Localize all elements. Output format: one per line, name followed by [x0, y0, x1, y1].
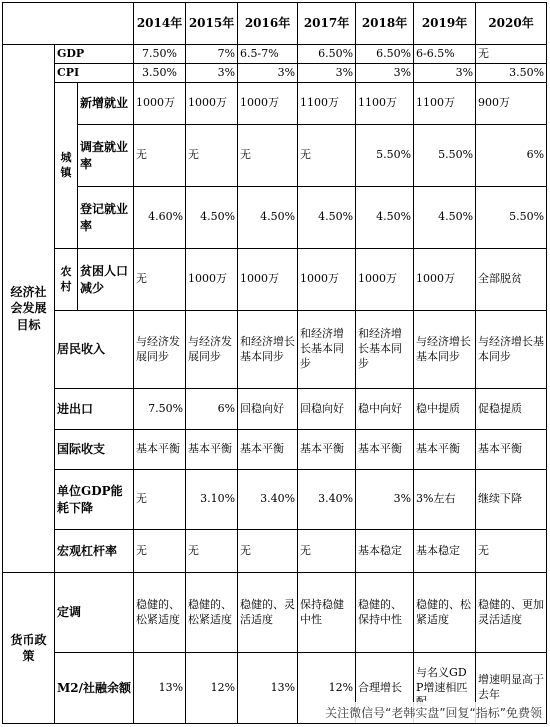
row-tone	[3, 573, 547, 653]
table-cell: 4.50%	[298, 187, 356, 249]
table-cell: 增速明显高于去年	[476, 653, 547, 724]
table-cell: 1000万	[238, 249, 298, 311]
year-2016: 2016年	[238, 3, 298, 45]
table-cell: 无	[186, 125, 238, 187]
row-trade	[3, 389, 547, 430]
table-cell: 6%	[476, 125, 547, 187]
year-2014: 2014年	[134, 3, 186, 45]
row-label: 新增就业	[78, 83, 134, 125]
table-cell: 基本平衡	[134, 430, 186, 470]
watermark-text: 关注微信号“老韩实盘”回复“指标”免费领	[321, 702, 546, 723]
table-cell: 与名义GDP增速相匹	[414, 653, 476, 724]
policy-table	[2, 2, 547, 724]
row-survey-unemployment	[3, 125, 547, 187]
table-cell: 5.50%	[356, 125, 414, 187]
year-2018: 2018年	[356, 3, 414, 45]
header-row	[3, 3, 547, 45]
table-cell: 1100万	[298, 83, 356, 125]
category-economic: 经济社会发展目标	[3, 45, 55, 573]
row-registered-unemployment	[3, 187, 547, 249]
table-cell: 1000万	[238, 83, 298, 125]
table-cell: 与经济发展同步	[186, 311, 238, 389]
table-cell: 保持稳健中性	[298, 573, 356, 653]
table-cell: 3%	[414, 64, 476, 83]
table-cell: 回稳向好	[298, 389, 356, 430]
table-cell: 1000万	[414, 249, 476, 311]
table-cell: 1000万	[298, 249, 356, 311]
table-cell: 稳健的、松紧适度	[414, 573, 476, 653]
sublabel-urban: 城镇	[55, 83, 78, 249]
table-cell: 稳健的、松紧适度	[186, 573, 238, 653]
table-cell: 1000万	[356, 249, 414, 311]
row-label: 宏观杠杆率	[55, 530, 134, 573]
row-label: M2/社融余额	[55, 653, 134, 724]
row-label: 居民收入	[55, 311, 134, 389]
table-cell: 3%	[356, 64, 414, 83]
row-new-jobs	[3, 83, 547, 125]
table-cell: 4.50%	[186, 187, 238, 249]
table-cell: 无	[238, 125, 298, 187]
row-label: GDP	[55, 45, 134, 64]
table-cell: 促稳提质	[476, 389, 547, 430]
table-cell: 稳健的、更加灵活适度	[476, 573, 547, 653]
table-cell: 6-6.5%	[414, 45, 476, 64]
table-cell: 3%	[238, 64, 298, 83]
corner-cell	[3, 3, 134, 45]
year-2020: 2020年	[476, 3, 547, 45]
table-cell: 3%左右	[414, 470, 476, 530]
table-cell: 无	[298, 530, 356, 573]
table-cell: 4.50%	[356, 187, 414, 249]
table-cell: 900万	[476, 83, 547, 125]
table-cell: 7%	[186, 45, 238, 64]
row-gdp	[3, 45, 547, 64]
table-cell: 6%	[186, 389, 238, 430]
table-cell: 3%	[298, 64, 356, 83]
table-cell: 和经济增长基本同步	[356, 311, 414, 389]
table-cell: 继续下降	[476, 470, 547, 530]
row-label: 贫困人口减少	[78, 249, 134, 311]
table-cell: 回稳向好	[238, 389, 298, 430]
table-cell: 7.50%	[134, 389, 186, 430]
table-cell: 1000万	[134, 83, 186, 125]
table-cell: 无	[298, 125, 356, 187]
table-cell: 3.50%	[134, 64, 186, 83]
table-cell: 无	[476, 45, 547, 64]
table-cell: 5.50%	[414, 125, 476, 187]
table-cell: 12%	[186, 653, 238, 724]
table-cell: 13%	[238, 653, 298, 724]
table-cell: 1100万	[414, 83, 476, 125]
table-cell: 和经济增长基本同步	[298, 311, 356, 389]
table-cell: 稳健的、灵活适度	[238, 573, 298, 653]
table-cell: 基本稳定	[356, 530, 414, 573]
table-cell: 1000万	[186, 83, 238, 125]
table-cell: 7.50%	[134, 45, 186, 64]
table-cell: 13%	[134, 653, 186, 724]
table-cell: 3.40%	[298, 470, 356, 530]
table-cell: 基本平衡	[298, 430, 356, 470]
table-cell: 与经济发展同步	[134, 311, 186, 389]
year-2015: 2015年	[186, 3, 238, 45]
table-cell: 3%	[356, 470, 414, 530]
year-2019: 2019年	[414, 3, 476, 45]
table-cell: 稳健的、保持中性	[356, 573, 414, 653]
table-cell: 与经济增长基本同步	[476, 311, 547, 389]
table-cell: 12%	[298, 653, 356, 724]
table-cell: 无	[476, 530, 547, 573]
row-label: 进出口	[55, 389, 134, 430]
table-cell: 3%	[186, 64, 238, 83]
row-income	[3, 311, 547, 389]
table-cell: 稳中向好	[356, 389, 414, 430]
table-cell: 基本稳定	[414, 530, 476, 573]
category-monetary: 货币政策	[3, 573, 55, 724]
table-cell: 和经济增长基本同步	[238, 311, 298, 389]
table-cell: 合理增长	[356, 653, 414, 724]
table-cell: 无	[134, 125, 186, 187]
table-cell: 基本平衡	[414, 430, 476, 470]
table-cell: 基本平衡	[238, 430, 298, 470]
row-label: 单位GDP能耗下降	[55, 470, 134, 530]
table-cell: 5.50%	[476, 187, 547, 249]
table-cell: 3.10%	[186, 470, 238, 530]
table-cell: 稳健的、松紧适度	[134, 573, 186, 653]
table-cell: 稳中提质	[414, 389, 476, 430]
table-cell: 6.50%	[298, 45, 356, 64]
sublabel-rural: 农村	[55, 249, 78, 311]
table-cell: 基本平衡	[186, 430, 238, 470]
table-cell: 全部脱贫	[476, 249, 547, 311]
table-cell: 无	[134, 530, 186, 573]
row-cpi	[3, 64, 547, 83]
table-cell: 无	[186, 530, 238, 573]
row-poverty	[3, 249, 547, 311]
table-cell: 基本平衡	[476, 430, 547, 470]
table-cell: 4.50%	[238, 187, 298, 249]
row-label: 国际收支	[55, 430, 134, 470]
table-cell: 与经济增长基本同步	[414, 311, 476, 389]
table-cell: 4.50%	[414, 187, 476, 249]
row-energy	[3, 470, 547, 530]
table-cell: 6.5-7%	[238, 45, 298, 64]
row-label: CPI	[55, 64, 134, 83]
table-cell: 无	[238, 530, 298, 573]
table-cell: 无	[134, 249, 186, 311]
table-cell: 无	[134, 470, 186, 530]
table-cell: 3.50%	[476, 64, 547, 83]
table-cell: 基本平衡	[356, 430, 414, 470]
row-label: 定调	[55, 573, 134, 653]
row-leverage	[3, 530, 547, 573]
table-cell: 1000万	[186, 249, 238, 311]
row-label: 登记就业率	[78, 187, 134, 249]
table-cell: 6.50%	[356, 45, 414, 64]
year-2017: 2017年	[298, 3, 356, 45]
table-cell: 3.40%	[238, 470, 298, 530]
row-balance	[3, 430, 547, 470]
table-cell: 1100万	[356, 83, 414, 125]
row-label: 调查就业率	[78, 125, 134, 187]
table-cell: 4.60%	[134, 187, 186, 249]
